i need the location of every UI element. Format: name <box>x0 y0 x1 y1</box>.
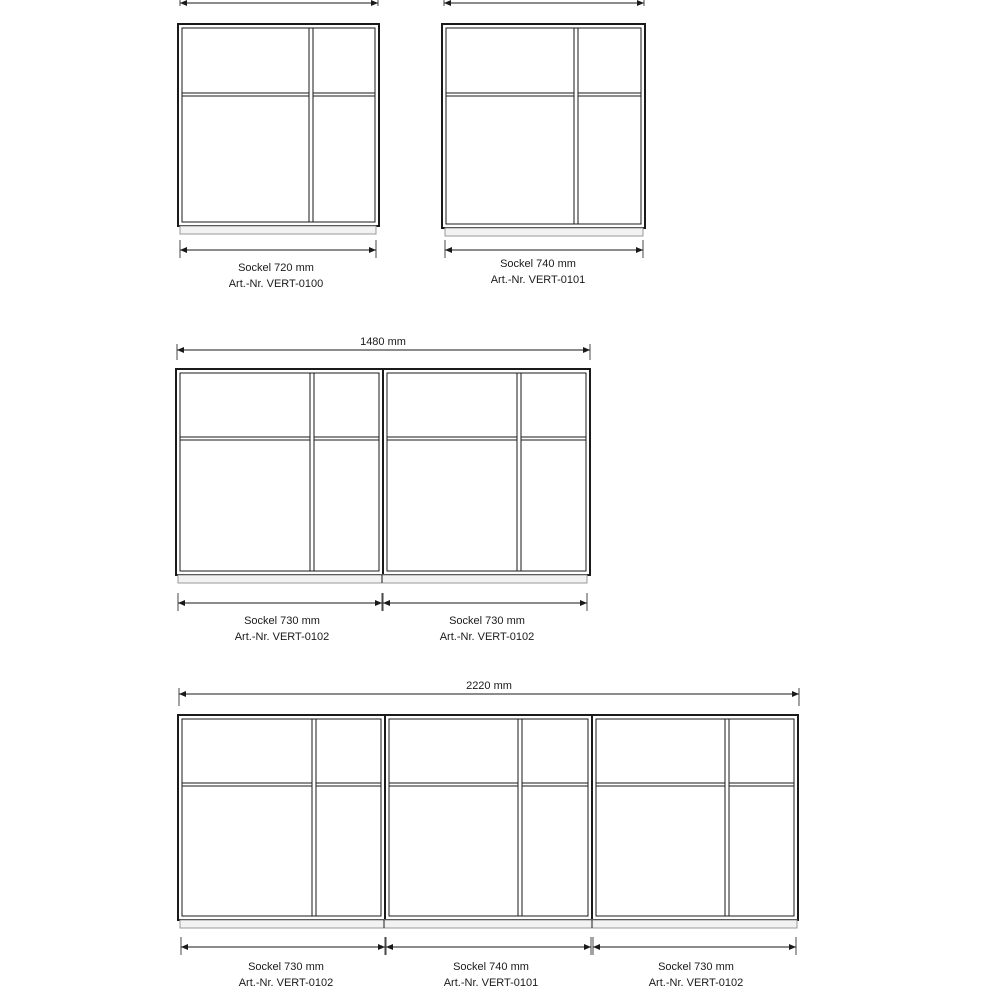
cabinet-g3-m1-outer-frame <box>178 715 385 920</box>
sockel-dimension-g3-m1-arrow-right <box>378 944 385 950</box>
cabinet-g3-m1-inner-frame <box>182 719 381 916</box>
sockel-dimension-g2-m2-arrow-left <box>383 600 390 606</box>
caption-g2-m1 <box>202 613 362 645</box>
sockel-dimension-g3-m3-arrow-right <box>789 944 796 950</box>
cabinet-g3-m2-inner-frame <box>389 719 588 916</box>
sockel-dimension-g1-m2-arrow-right <box>636 247 643 253</box>
caption-g3-m2 <box>411 959 571 991</box>
plinth-g1-m2 <box>445 228 643 236</box>
total-dimension-g3-arrow-right <box>792 691 799 697</box>
cabinet-g3-m2-outer-frame <box>385 715 592 920</box>
caption-g3-m1 <box>206 959 366 991</box>
sockel-label: Sockel 730 mm <box>244 615 320 627</box>
sockel-label: Sockel 730 mm <box>248 961 324 973</box>
cabinet-g2-m1-outer-frame <box>176 369 383 575</box>
sockel-dimension-g2-m1-arrow-left <box>178 600 185 606</box>
article-number: Art.-Nr. VERT-0102 <box>238 977 334 989</box>
top-dimension-g1-m2-arrow-right <box>637 0 644 6</box>
sockel-dimension-g3-m3-arrow-left <box>593 944 600 950</box>
sockel-dimension-g2-m2-arrow-right <box>580 600 587 606</box>
sockel-dimension-g1-m1-arrow-left <box>180 247 187 253</box>
sockel-dimension-g3-m2-arrow-left <box>386 944 393 950</box>
caption-g1-m1 <box>196 260 356 292</box>
sockel-label: Sockel 730 mm <box>449 615 525 627</box>
cabinet-g2-m1-inner-frame <box>180 373 379 571</box>
sockel-dimension-g3-m2-arrow-right <box>584 944 591 950</box>
top-dimension-g1-m2-arrow-left <box>444 0 451 6</box>
caption-g2-m2 <box>407 613 567 645</box>
sockel-label: Sockel 740 mm <box>500 258 576 270</box>
sockel-label: Sockel 730 mm <box>658 961 734 973</box>
cabinet-g2-m2-outer-frame <box>383 369 590 575</box>
total-dimension-g3-arrow-left <box>179 691 186 697</box>
cabinet-g3-m3-outer-frame <box>592 715 798 920</box>
caption-g3-m3 <box>616 959 776 991</box>
article-number: Art.-Nr. VERT-0100 <box>228 278 324 290</box>
sockel-label: Sockel 720 mm <box>238 262 314 274</box>
sockel-dimension-g1-m1-arrow-right <box>369 247 376 253</box>
total-dimension-g2-arrow-right <box>583 347 590 353</box>
sockel-label: Sockel 740 mm <box>453 961 529 973</box>
top-dimension-g1-m1-arrow-right <box>371 0 378 6</box>
sockel-dimension-g3-m1-arrow-left <box>181 944 188 950</box>
cabinet-g3-m3-inner-frame <box>596 719 794 916</box>
sockel-dimension-g1-m2-arrow-left <box>445 247 452 253</box>
cabinet-g1-m1-outer-frame <box>178 24 379 226</box>
cabinet-g1-m2-inner-frame <box>446 28 641 224</box>
plinth-g1-m1 <box>180 226 376 234</box>
plinth-g3 <box>180 920 797 928</box>
total-width-label-g3: 2220 mm <box>460 679 518 693</box>
top-dimension-g1-m1-arrow-left <box>180 0 187 6</box>
cabinet-g2-m2-inner-frame <box>387 373 586 571</box>
article-number: Art.-Nr. VERT-0102 <box>648 977 744 989</box>
cabinet-g1-m1-inner-frame <box>182 28 375 222</box>
article-number: Art.-Nr. VERT-0101 <box>490 274 586 286</box>
caption-g1-m2 <box>458 256 618 288</box>
article-number: Art.-Nr. VERT-0101 <box>443 977 539 989</box>
total-width-label-g2: 1480 mm <box>354 335 412 349</box>
total-dimension-g2-arrow-left <box>177 347 184 353</box>
cabinet-g1-m2-outer-frame <box>442 24 645 228</box>
sockel-dimension-g2-m1-arrow-right <box>375 600 382 606</box>
article-number: Art.-Nr. VERT-0102 <box>439 631 535 643</box>
article-number: Art.-Nr. VERT-0102 <box>234 631 330 643</box>
